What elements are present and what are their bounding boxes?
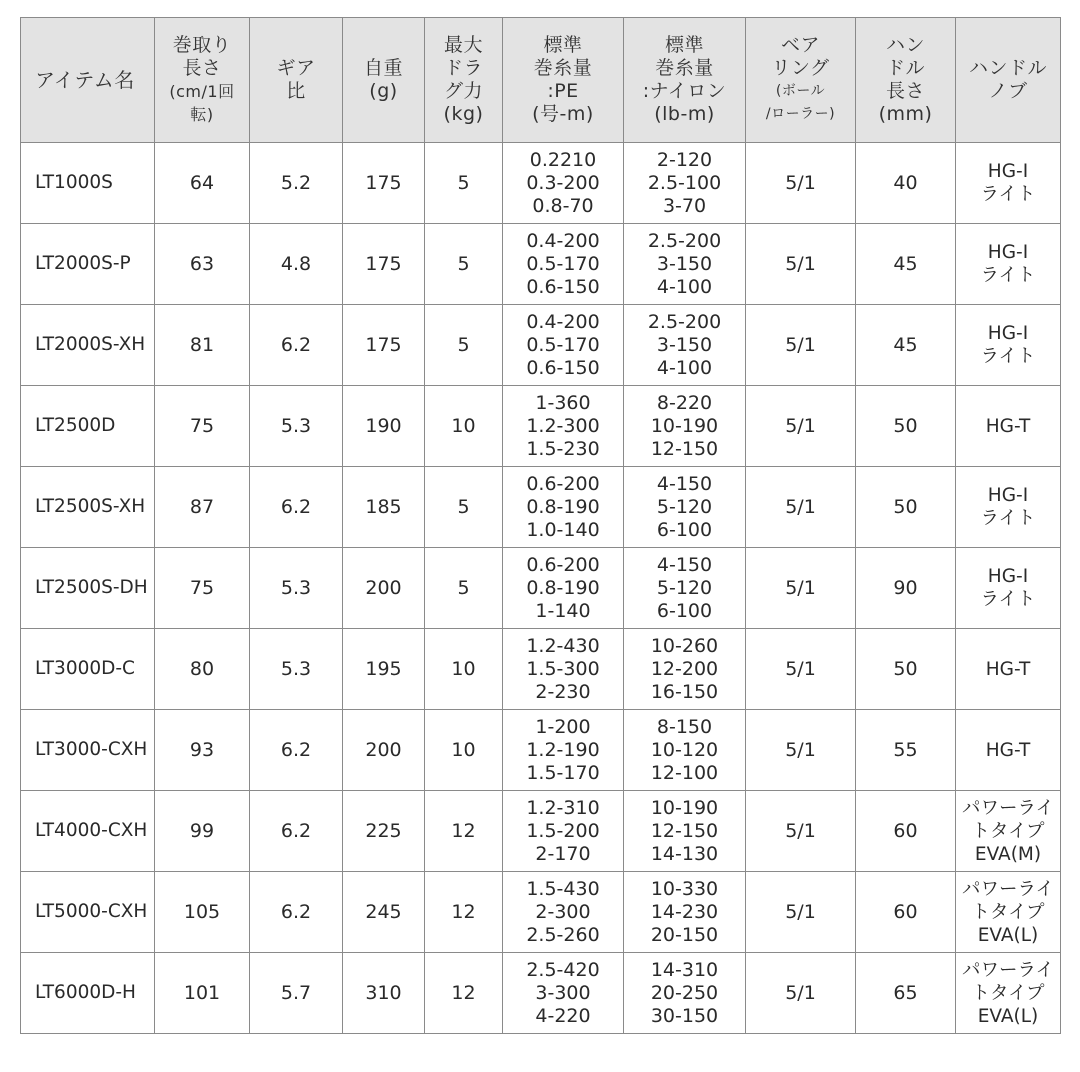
- cell-line: 0.6-150: [526, 356, 600, 379]
- cell-line: 2-230: [535, 680, 591, 703]
- cell-line: 0.8-190: [526, 495, 600, 518]
- cell-line: 0.6-200: [526, 472, 600, 495]
- cell-bearings: 5/1: [746, 548, 856, 629]
- cell-handle-length: 50: [856, 629, 956, 710]
- cell-line: 3-150: [656, 333, 713, 356]
- cell-line: トタイプ: [971, 901, 1045, 923]
- cell-line: 10-190: [650, 414, 719, 437]
- cell-handle-knob: [956, 791, 1061, 872]
- cell-line: 4-150: [656, 472, 713, 495]
- header-line: (mm): [878, 103, 933, 125]
- cell-weight: 200: [343, 548, 425, 629]
- cell-line: 0.3-200: [526, 171, 600, 194]
- cell-retrieve-length: 64: [155, 143, 250, 224]
- cell-weight: 195: [343, 629, 425, 710]
- cell-bearings: 5/1: [746, 143, 856, 224]
- cell-handle-length: 60: [856, 872, 956, 953]
- header-line: 長さ: [182, 57, 222, 79]
- cell-line: パワーライ: [962, 959, 1054, 981]
- header-line: 標準: [664, 34, 704, 56]
- cell-handle-knob: [956, 710, 1061, 791]
- cell-line: 10-120: [650, 738, 719, 761]
- cell-line: 0.5-170: [526, 252, 600, 275]
- cell-line: ライト: [980, 346, 1036, 367]
- header-line: 自重: [363, 57, 403, 79]
- cell-line: 2-120: [656, 148, 713, 171]
- table-header: [21, 18, 1061, 143]
- cell-line: HG-I: [987, 566, 1029, 587]
- cell-line: HG-I: [987, 242, 1029, 263]
- header-line: グ力: [443, 80, 483, 102]
- header-handle-knob: [956, 18, 1061, 143]
- cell-handle-length: 90: [856, 548, 956, 629]
- cell-line: 0.4-200: [526, 229, 600, 252]
- cell-line: 0.8-70: [532, 194, 594, 217]
- cell-pe-capacity: [503, 629, 624, 710]
- header-line: ノブ: [988, 80, 1028, 102]
- cell-line: 10-330: [650, 877, 719, 900]
- cell-bearings: 5/1: [746, 386, 856, 467]
- cell-line: 30-150: [650, 1004, 719, 1027]
- cell-handle-knob: [956, 143, 1061, 224]
- cell-weight: 175: [343, 305, 425, 386]
- cell-line: HG-T: [985, 415, 1031, 437]
- cell-line: 1.2-300: [526, 414, 600, 437]
- cell-retrieve-length: 101: [155, 953, 250, 1034]
- header-nylon-capacity: [624, 18, 746, 143]
- cell-line: 1-200: [535, 715, 591, 738]
- cell-line: 6-100: [656, 599, 713, 622]
- cell-gear-ratio: 5.7: [250, 953, 343, 1034]
- cell-max-drag: 10: [425, 710, 503, 791]
- cell-nylon-capacity: [624, 548, 746, 629]
- cell-line: 8-150: [656, 715, 713, 738]
- cell-bearings: 5/1: [746, 629, 856, 710]
- cell-line: 4-100: [656, 275, 713, 298]
- cell-max-drag: 5: [425, 143, 503, 224]
- cell-max-drag: 12: [425, 872, 503, 953]
- cell-line: トタイプ: [971, 982, 1045, 1004]
- table-row: [21, 872, 1061, 953]
- cell-pe-capacity: [503, 953, 624, 1034]
- header-gear-ratio: [250, 18, 343, 143]
- cell-bearings: 5/1: [746, 791, 856, 872]
- header-line: :ナイロン: [642, 80, 727, 102]
- cell-pe-capacity: [503, 872, 624, 953]
- header-line: (cm/1回: [169, 82, 235, 101]
- table-row: [21, 305, 1061, 386]
- cell-gear-ratio: 6.2: [250, 305, 343, 386]
- header-line: (g): [369, 80, 398, 102]
- cell-line: 14-310: [650, 958, 719, 981]
- cell-line: 0.6-150: [526, 275, 600, 298]
- cell-line: 2.5-420: [526, 958, 600, 981]
- cell-pe-capacity: [503, 224, 624, 305]
- cell-bearings: 5/1: [746, 305, 856, 386]
- table-row: [21, 953, 1061, 1034]
- cell-handle-length: 65: [856, 953, 956, 1034]
- cell-line: 2-170: [535, 842, 591, 865]
- cell-pe-capacity: [503, 143, 624, 224]
- cell-weight: 175: [343, 224, 425, 305]
- header-line: 巻取り: [172, 34, 232, 56]
- cell-line: 8-220: [656, 391, 713, 414]
- cell-line: 1.5-170: [526, 761, 600, 784]
- cell-line: トタイプ: [971, 820, 1045, 842]
- header-weight: [343, 18, 425, 143]
- cell-weight: 190: [343, 386, 425, 467]
- header-line: 比: [286, 80, 306, 102]
- cell-pe-capacity: [503, 467, 624, 548]
- cell-retrieve-length: 75: [155, 548, 250, 629]
- cell-line: 0.8-190: [526, 576, 600, 599]
- cell-retrieve-length: 63: [155, 224, 250, 305]
- header-line: (kg): [443, 103, 484, 125]
- cell-weight: 310: [343, 953, 425, 1034]
- cell-nylon-capacity: [624, 224, 746, 305]
- cell-line: 14-130: [650, 842, 719, 865]
- cell-gear-ratio: 5.3: [250, 629, 343, 710]
- table-row: [21, 791, 1061, 872]
- table-row: [21, 143, 1061, 224]
- cell-nylon-capacity: [624, 143, 746, 224]
- cell-line: 1.0-140: [526, 518, 600, 541]
- cell-nylon-capacity: [624, 872, 746, 953]
- cell-handle-knob: [956, 953, 1061, 1034]
- cell-handle-length: 60: [856, 791, 956, 872]
- cell-handle-length: 45: [856, 305, 956, 386]
- cell-line: 2.5-200: [647, 310, 722, 333]
- cell-line: 0.4-200: [526, 310, 600, 333]
- cell-line: 12-100: [650, 761, 719, 784]
- cell-handle-length: 45: [856, 224, 956, 305]
- header-row: [21, 18, 1061, 143]
- cell-gear-ratio: 4.8: [250, 224, 343, 305]
- cell-line: 10-190: [650, 796, 719, 819]
- cell-handle-knob: [956, 629, 1061, 710]
- header-line: (ボール: [775, 83, 826, 99]
- cell-bearings: 5/1: [746, 953, 856, 1034]
- table-row: [21, 710, 1061, 791]
- cell-nylon-capacity: [624, 953, 746, 1034]
- cell-line: 2.5-200: [647, 229, 722, 252]
- cell-retrieve-length: 99: [155, 791, 250, 872]
- cell-retrieve-length: 105: [155, 872, 250, 953]
- header-line: /ローラー): [765, 106, 836, 122]
- table-body: [21, 143, 1061, 1034]
- cell-line: 0.5-170: [526, 333, 600, 356]
- cell-line: パワーライ: [962, 878, 1054, 900]
- cell-line: 1-140: [535, 599, 591, 622]
- cell-line: ライト: [980, 508, 1036, 529]
- table-row: [21, 386, 1061, 467]
- cell-item-name: LT2500D: [21, 386, 155, 467]
- cell-line: 1.2-190: [526, 738, 600, 761]
- cell-line: 1.5-200: [526, 819, 600, 842]
- cell-line: HG-I: [987, 485, 1029, 506]
- cell-item-name: LT3000-CXH: [21, 710, 155, 791]
- cell-nylon-capacity: [624, 467, 746, 548]
- cell-pe-capacity: [503, 548, 624, 629]
- cell-handle-length: 55: [856, 710, 956, 791]
- header-retrieve-length: [155, 18, 250, 143]
- cell-line: 6-100: [656, 518, 713, 541]
- cell-line: 12-200: [650, 657, 719, 680]
- header-line: 巻糸量: [655, 57, 714, 79]
- cell-line: 20-250: [650, 981, 719, 1004]
- header-line: ギア: [276, 57, 316, 79]
- header-pe-capacity: [503, 18, 624, 143]
- table-row: [21, 629, 1061, 710]
- cell-max-drag: 10: [425, 386, 503, 467]
- table-row: [21, 467, 1061, 548]
- cell-nylon-capacity: [624, 629, 746, 710]
- cell-line: 5-120: [656, 576, 713, 599]
- cell-line: 1-360: [535, 391, 591, 414]
- cell-retrieve-length: 87: [155, 467, 250, 548]
- cell-nylon-capacity: [624, 710, 746, 791]
- cell-line: 1.5-230: [526, 437, 600, 460]
- cell-line: 2.5-100: [647, 171, 722, 194]
- cell-handle-knob: [956, 548, 1061, 629]
- header-line: アイテム名: [35, 67, 135, 92]
- header-line: ドル: [885, 57, 925, 79]
- table-row: [21, 548, 1061, 629]
- cell-item-name: LT4000-CXH: [21, 791, 155, 872]
- cell-retrieve-length: 80: [155, 629, 250, 710]
- header-bearings: [746, 18, 856, 143]
- cell-gear-ratio: 5.3: [250, 386, 343, 467]
- header-line: 転): [190, 105, 214, 124]
- cell-handle-length: 40: [856, 143, 956, 224]
- cell-max-drag: 10: [425, 629, 503, 710]
- table-row: [21, 224, 1061, 305]
- cell-nylon-capacity: [624, 386, 746, 467]
- cell-line: 14-230: [650, 900, 719, 923]
- cell-line: 1.2-430: [526, 634, 600, 657]
- cell-line: 20-150: [650, 923, 719, 946]
- header-line: 標準: [543, 34, 583, 56]
- cell-line: パワーライ: [962, 797, 1054, 819]
- header-line: (lb-m): [654, 103, 715, 125]
- cell-line: 4-150: [656, 553, 713, 576]
- cell-line: HG-T: [985, 739, 1031, 761]
- cell-pe-capacity: [503, 791, 624, 872]
- cell-line: 12-150: [650, 437, 719, 460]
- cell-pe-capacity: [503, 710, 624, 791]
- header-line: 巻糸量: [533, 57, 593, 79]
- cell-weight: 225: [343, 791, 425, 872]
- cell-line: ライト: [980, 589, 1036, 610]
- cell-item-name: LT2500S-XH: [21, 467, 155, 548]
- cell-line: 16-150: [650, 680, 719, 703]
- cell-pe-capacity: [503, 305, 624, 386]
- header-line: (号-m): [532, 103, 594, 125]
- cell-retrieve-length: 81: [155, 305, 250, 386]
- cell-gear-ratio: 5.3: [250, 548, 343, 629]
- cell-max-drag: 5: [425, 224, 503, 305]
- cell-line: HG-I: [987, 161, 1029, 182]
- header-line: ハン: [885, 34, 925, 56]
- cell-item-name: LT2000S-XH: [21, 305, 155, 386]
- cell-line: 12-150: [650, 819, 719, 842]
- header-handle-length: [856, 18, 956, 143]
- cell-line: 2-300: [535, 900, 591, 923]
- cell-gear-ratio: 6.2: [250, 710, 343, 791]
- cell-line: ライト: [980, 265, 1036, 286]
- cell-line: ライト: [980, 184, 1036, 205]
- cell-bearings: 5/1: [746, 710, 856, 791]
- cell-line: 4-220: [535, 1004, 591, 1027]
- header-line: 長さ: [885, 80, 925, 102]
- cell-retrieve-length: 93: [155, 710, 250, 791]
- cell-bearings: 5/1: [746, 467, 856, 548]
- cell-line: 10-260: [650, 634, 719, 657]
- cell-gear-ratio: 5.2: [250, 143, 343, 224]
- cell-line: 5-120: [656, 495, 713, 518]
- cell-line: 3-300: [535, 981, 591, 1004]
- cell-max-drag: 5: [425, 305, 503, 386]
- header-line: :PE: [547, 80, 579, 102]
- cell-bearings: 5/1: [746, 224, 856, 305]
- cell-line: 0.6-200: [526, 553, 600, 576]
- cell-line: HG-T: [985, 658, 1031, 680]
- cell-item-name: LT5000-CXH: [21, 872, 155, 953]
- cell-weight: 185: [343, 467, 425, 548]
- cell-handle-knob: [956, 386, 1061, 467]
- cell-item-name: LT1000S: [21, 143, 155, 224]
- cell-line: 3-150: [656, 252, 713, 275]
- cell-weight: 200: [343, 710, 425, 791]
- cell-line: 1.5-430: [526, 877, 600, 900]
- cell-line: HG-I: [987, 323, 1029, 344]
- cell-handle-knob: [956, 305, 1061, 386]
- spec-table: [20, 17, 1061, 1034]
- cell-line: EVA(M): [974, 843, 1042, 865]
- cell-handle-knob: [956, 872, 1061, 953]
- cell-max-drag: 5: [425, 548, 503, 629]
- cell-max-drag: 5: [425, 467, 503, 548]
- cell-line: 1.2-310: [526, 796, 600, 819]
- header-line: リング: [771, 57, 830, 79]
- cell-line: 2.5-260: [526, 923, 600, 946]
- cell-line: EVA(L): [977, 924, 1039, 946]
- header-line: ハンドル: [968, 57, 1047, 79]
- header-item-name: [21, 18, 155, 143]
- cell-nylon-capacity: [624, 791, 746, 872]
- cell-item-name: LT2500S-DH: [21, 548, 155, 629]
- cell-item-name: LT3000D-C: [21, 629, 155, 710]
- cell-max-drag: 12: [425, 791, 503, 872]
- cell-pe-capacity: [503, 386, 624, 467]
- cell-weight: 245: [343, 872, 425, 953]
- cell-weight: 175: [343, 143, 425, 224]
- cell-line: EVA(L): [977, 1005, 1039, 1027]
- cell-handle-length: 50: [856, 467, 956, 548]
- cell-line: 3-70: [662, 194, 707, 217]
- header-line: ベア: [780, 34, 820, 56]
- header-line: 最大: [443, 34, 483, 56]
- cell-line: 4-100: [656, 356, 713, 379]
- cell-gear-ratio: 6.2: [250, 872, 343, 953]
- cell-handle-knob: [956, 224, 1061, 305]
- cell-line: 0.2210: [529, 148, 597, 171]
- cell-line: 1.5-300: [526, 657, 600, 680]
- cell-max-drag: 12: [425, 953, 503, 1034]
- cell-handle-length: 50: [856, 386, 956, 467]
- cell-retrieve-length: 75: [155, 386, 250, 467]
- cell-item-name: LT2000S-P: [21, 224, 155, 305]
- cell-nylon-capacity: [624, 305, 746, 386]
- cell-handle-knob: [956, 467, 1061, 548]
- header-line: ドラ: [443, 57, 483, 79]
- header-max-drag: [425, 18, 503, 143]
- cell-item-name: LT6000D-H: [21, 953, 155, 1034]
- cell-gear-ratio: 6.2: [250, 467, 343, 548]
- cell-gear-ratio: 6.2: [250, 791, 343, 872]
- cell-bearings: 5/1: [746, 872, 856, 953]
